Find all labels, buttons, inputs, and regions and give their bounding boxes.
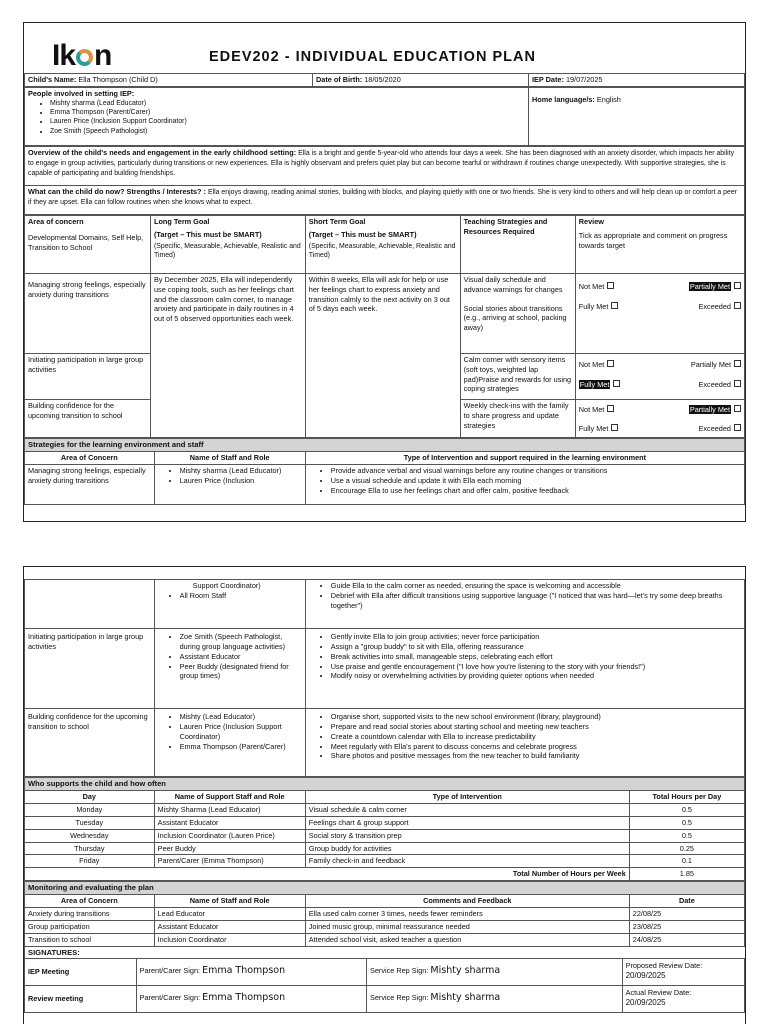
list-item: • Debrief with Ella after difficult transitions using supportive language ("I noticed that was hard—let's try some deep breaths together")	[331, 591, 741, 611]
strengths-text: Ella enjoys drawing, reading animal stories, building with blocks, and playing quietly with one or two friends. She is very kind to others and will help clean up or comfort a peer if they are upset. Ella can follow routines when she knows what to expect.	[28, 188, 737, 207]
text-cell: Friday	[25, 855, 155, 868]
text-cell: 0.5	[629, 816, 744, 829]
total-hours-value: 1.85	[629, 868, 744, 881]
text-cell: Not Met	[578, 404, 605, 414]
checkbox-icon[interactable]	[734, 302, 741, 309]
review-partially-met[interactable]	[691, 360, 741, 370]
list-item: • Organise short, supported visits to the new school environment (library, playground)	[331, 712, 741, 722]
strategy-staff	[154, 629, 305, 709]
rep-sign-cell	[366, 958, 622, 985]
text-cell	[532, 95, 741, 105]
teaching-cell	[460, 273, 575, 353]
child-name-cell	[25, 74, 313, 87]
logo-text-end: n	[94, 39, 112, 72]
review-date-cell	[622, 985, 744, 1012]
text-cell	[579, 422, 741, 436]
list-item: • Use a visual schedule and update it with Ella each morning	[331, 476, 741, 486]
signature-row	[25, 985, 745, 1012]
text-cell: Proposed Review Date:	[625, 961, 703, 971]
short-goal-header: Short Term Goal	[308, 216, 366, 226]
text-cell: Ella used calm corner 3 times, needs fewer reminders	[305, 908, 629, 921]
text-cell: 24/08/25	[629, 933, 744, 946]
text-cell: Service Rep Sign:	[369, 993, 429, 1003]
text-cell: Fully Met	[579, 379, 610, 389]
total-hours-label: Total Number of Hours per Week	[25, 868, 630, 881]
text-cell: Thursday	[25, 842, 155, 855]
review-fully-met[interactable]	[579, 380, 621, 390]
short-goal-target: (Target – This must be SMART)	[308, 229, 417, 239]
checkbox-icon[interactable]	[613, 380, 620, 387]
list-item: • Modify noisy or overwhelming activities by providing quieter options when needed	[331, 671, 741, 681]
ikon-logo	[52, 39, 111, 73]
people-label: People involved in setting IEP:	[28, 88, 135, 98]
strategy-staff	[154, 580, 305, 629]
strategy-type	[305, 580, 744, 629]
home-language-value: English	[596, 94, 621, 104]
text-cell: Tuesday	[25, 816, 155, 829]
signature-row-label: Review meeting	[25, 985, 137, 1012]
text-cell: Feelings chart & group support	[305, 816, 629, 829]
goals-header-area	[25, 215, 151, 273]
supports-header-hours: Total Hours per Day	[629, 791, 744, 804]
text-cell: Exceeded	[698, 423, 731, 433]
support-row	[25, 842, 745, 855]
dob-label: Date of Birth:	[316, 75, 363, 84]
checkbox-icon[interactable]	[734, 360, 741, 367]
list-item: • Emma Thompson (Parent/Carer)	[180, 742, 302, 752]
text-cell: Exceeded	[698, 301, 731, 311]
strategies-header-area: Area of Concern	[25, 452, 155, 465]
supports-header-day: Day	[25, 791, 155, 804]
parent-signature: Emma Thompson	[202, 992, 286, 1004]
iep-date-value: 19/07/2025	[565, 75, 603, 84]
strategies-header-staff: Name of Staff and Role	[154, 452, 305, 465]
text-cell: 0.25	[629, 842, 744, 855]
checkbox-icon[interactable]	[734, 282, 741, 289]
text-cell	[579, 300, 741, 314]
strengths-label: What can the child do now? Strengths / Interests? :	[28, 186, 206, 196]
area-header: Area of concern	[28, 216, 84, 226]
page-1	[23, 22, 746, 522]
supports-section-title: Who supports the child and how often	[25, 778, 745, 791]
dob-value: 18/05/2020	[364, 75, 401, 84]
checkbox-icon[interactable]	[611, 424, 618, 431]
monitoring-row	[25, 908, 745, 921]
review-not-met[interactable]	[579, 360, 615, 370]
review-partially-met[interactable]	[689, 282, 741, 292]
home-language-cell	[529, 87, 745, 145]
list-item: • Peer Buddy (designated friend for group times)	[180, 662, 302, 682]
text-cell: Partially Met	[689, 281, 730, 291]
list-item: • Zoe Smith (Speech Pathologist, during group language activities)	[180, 632, 302, 652]
monitoring-row	[25, 921, 745, 934]
text-cell: Social story & transition prep	[305, 829, 629, 842]
signature-row-label: IEP Meeting	[25, 958, 137, 985]
checkbox-icon[interactable]	[734, 405, 741, 412]
strategy-type	[305, 464, 744, 504]
text-cell: Partially Met	[689, 404, 730, 414]
goals-header-teaching	[460, 215, 575, 273]
checkbox-icon[interactable]	[607, 360, 614, 367]
text-cell: Inclusion Coordinator	[154, 933, 305, 946]
text-cell: Inclusion Coordinator (Lauren Price)	[154, 829, 305, 842]
support-total-row	[25, 868, 745, 881]
child-info-table	[24, 73, 745, 87]
text-cell: Transition to school	[25, 933, 155, 946]
goals-header-short	[305, 215, 460, 273]
support-row	[25, 804, 745, 817]
list-item: • Share photos and positive messages from the new teacher to build familiarity	[331, 751, 741, 761]
teaching-cell: Calm corner with sensory items (soft toys, weighted lap pad)Praise and rewards for using coping strategies	[460, 353, 575, 399]
review-date-value: 20/09/2025	[625, 971, 666, 981]
strategy-type	[305, 629, 744, 709]
review-not-met[interactable]	[579, 282, 615, 292]
review-fully-met[interactable]	[579, 302, 619, 312]
monitoring-header-area: Area of Concern	[25, 895, 155, 908]
iep-date-cell	[529, 74, 745, 87]
text-cell: Wednesday	[25, 829, 155, 842]
list-item: • Gently invite Ella to join group activities; never force participation	[331, 632, 741, 642]
review-cell	[575, 353, 744, 399]
list-item: • Assign a "group buddy" to sit with Ella, offering reassurance	[331, 642, 741, 652]
teaching-text: Visual daily schedule and advance warnings for changes	[463, 274, 563, 294]
signatures-label: SIGNATURES:	[24, 947, 745, 958]
text-cell: Lead Educator	[154, 908, 305, 921]
people-cell	[25, 87, 529, 145]
short-goal-smart: (Specific, Measurable, Achievable, Realistic and Timed)	[308, 242, 456, 259]
text-cell: Group participation	[25, 921, 155, 934]
text-cell: 22/08/25	[629, 908, 744, 921]
review-date-value: 20/09/2025	[625, 998, 666, 1008]
monitoring-section-title: Monitoring and evaluating the plan	[25, 882, 745, 895]
list-item: • Use praise and gentle encouragement ("I love how you're listening to the story with your friends!")	[331, 662, 741, 672]
strategy-type	[305, 709, 744, 777]
list-item: • Create a countdown calendar with Ella to increase predictability	[331, 732, 741, 742]
list-item: • Mishty sharma (Lead Educator)	[180, 466, 302, 476]
people-item: • Mishty sharma (Lead Educator)	[50, 99, 525, 108]
strategies-section-title: Strategies for the learning environment and staff	[25, 438, 745, 451]
goals-header-review	[575, 215, 744, 273]
strategy-staff	[154, 709, 305, 777]
text-cell: Anxiety during transitions	[25, 908, 155, 921]
monitoring-table	[24, 881, 745, 947]
list-item: • All Room Staff	[180, 591, 302, 601]
checkbox-icon[interactable]	[607, 405, 614, 412]
overview-label: Overview of the child's needs and engagement in the early childhood setting	[28, 147, 294, 157]
teaching-cell: Weekly check-ins with the family to share progress and update strategies	[460, 399, 575, 437]
text-cell: Peer Buddy	[154, 842, 305, 855]
people-item: • Lauren Price (Inclusion Support Coordinator)	[50, 117, 525, 126]
strategies-table-p2	[24, 579, 745, 777]
signature-row	[25, 958, 745, 985]
text-cell: Attended school visit, asked teacher a question	[305, 933, 629, 946]
text-cell	[579, 358, 741, 372]
text-cell: Joined music group, minimal reassurance needed	[305, 921, 629, 934]
text-cell: Support Coordinator)	[192, 581, 261, 590]
text-cell: 23/08/25	[629, 921, 744, 934]
text-cell: Assistant Educator	[154, 816, 305, 829]
checkbox-icon[interactable]	[611, 302, 618, 309]
strategy-area: Initiating participation in large group activities	[25, 629, 155, 709]
home-language-label: Home language/s:	[532, 94, 595, 104]
text-cell: Exceeded	[698, 379, 731, 389]
parent-sign-cell	[136, 985, 366, 1012]
review-exceeded[interactable]	[699, 424, 741, 434]
parent-signature: Emma Thompson	[202, 965, 286, 977]
signatures-table	[24, 958, 745, 1013]
overview-table	[24, 146, 745, 215]
document-header	[24, 23, 745, 73]
text-cell: 0.5	[629, 829, 744, 842]
text-cell: Parent/Carer Sign:	[139, 966, 201, 976]
child-name-value: Ella Thompson (Child D)	[78, 75, 158, 84]
people-item: • Zoe Smith (Speech Pathologist)	[50, 127, 525, 136]
list-item: • Assistant Educator	[180, 652, 302, 662]
list-item: • Lauren Price (Inclusion	[180, 476, 302, 486]
text-cell: Partially Met	[690, 359, 731, 369]
review-not-met[interactable]	[579, 405, 615, 415]
strategy-staff	[154, 464, 305, 504]
people-item: • Emma Thompson (Parent/Carer)	[50, 108, 525, 117]
text-cell: Monday	[25, 804, 155, 817]
text-cell: Family check-in and feedback	[305, 855, 629, 868]
rep-sign-cell	[366, 985, 622, 1012]
long-goal-header: Long Term Goal	[154, 216, 210, 226]
list-item: • Mishty (Lead Educator)	[180, 712, 302, 722]
list-item: • Prepare and read social stories about starting school and meeting new teachers	[331, 722, 741, 732]
teaching-text: Social stories about transitions (e.g., arriving at school, packing away)	[463, 303, 567, 333]
list-item: • Provide advance verbal and visual warnings before any routine changes or transitions	[331, 466, 741, 476]
supports-table	[24, 777, 745, 881]
parent-sign-cell	[136, 958, 366, 985]
list-item: • Guide Ella to the calm corner as needed, ensuring the space is welcoming and accessible	[331, 581, 741, 591]
iep-date-label: IEP Date:	[532, 75, 564, 84]
text-cell: Parent/Carer Sign:	[139, 993, 201, 1003]
checkbox-icon[interactable]	[607, 282, 614, 289]
monitoring-row	[25, 933, 745, 946]
dob-cell	[313, 74, 529, 87]
long-goal-cell: By December 2025, Ella will independently use coping tools, such as her feelings chart and the classroom calm corner, to manage anxiety and participate in daily routines in 4 out of 5 observed opportunities each week.	[151, 273, 306, 437]
goals-header-long	[151, 215, 306, 273]
review-cell	[575, 399, 744, 437]
logo-o-icon	[76, 49, 93, 66]
text-cell	[579, 403, 741, 417]
list-item: • Meet regularly with Ella's parent to discuss concerns and celebrate progress	[331, 742, 741, 752]
support-row	[25, 829, 745, 842]
goals-table	[24, 215, 745, 438]
text-cell: Fully Met	[578, 423, 609, 433]
review-fully-met[interactable]	[579, 424, 619, 434]
teaching-header: Teaching Strategies and Resources Required	[463, 216, 548, 236]
text-cell: Fully Met	[578, 301, 609, 311]
strengths-cell	[25, 185, 745, 214]
long-goal-smart: (Specific, Measurable, Achievable, Realistic and Timed)	[154, 242, 301, 259]
text-cell: :	[293, 147, 297, 157]
strategies-header-type: Type of Intervention and support required in the learning environment	[305, 452, 744, 465]
text-cell: 0.5	[629, 804, 744, 817]
strategy-area: Managing strong feelings, especially anxiety during transitions	[25, 464, 155, 504]
goal-row-area: Initiating participation in large group activities	[25, 353, 151, 399]
review-header: Review	[578, 216, 604, 226]
text-cell: Visual schedule & calm corner	[305, 804, 629, 817]
review-date-cell	[622, 958, 744, 985]
strategy-area: Building confidence for the upcoming transition to school	[25, 709, 155, 777]
overview-cell	[25, 146, 745, 185]
page-2	[23, 566, 746, 1024]
checkbox-icon[interactable]	[734, 424, 741, 431]
text-cell	[579, 378, 741, 392]
supports-header-staff: Name of Support Staff and Role	[154, 791, 305, 804]
supports-header-type: Type of Intervention	[305, 791, 629, 804]
text-cell: 0.1	[629, 855, 744, 868]
strategies-table-p1	[24, 438, 745, 505]
list-item: • Break activities into small, manageable steps, celebrating each effort	[331, 652, 741, 662]
review-cell	[575, 273, 744, 353]
text-cell: Mishty Sharma (Lead Educator)	[154, 804, 305, 817]
goal-row-area: Managing strong feelings, especially anxiety during transitions	[25, 273, 151, 353]
overview-text: Ella is a bright and gentle 5-year-old who attends four days a week. She has been diagnosed with an anxiety disorder, which impacts her ability to engage in group activities, particularly during transitions or new experiences. Ella is highly observant and prefers quiet play but can become tearful or withdrawn if routines change unexpectedly. With supportive strategies, she is capable of participating and building friendships.	[28, 149, 735, 178]
text-cell: Parent/Carer (Emma Thompson)	[154, 855, 305, 868]
checkbox-icon[interactable]	[734, 380, 741, 387]
monitoring-header-date: Date	[629, 895, 744, 908]
monitoring-header-comments: Comments and Feedback	[305, 895, 629, 908]
text-cell	[579, 280, 741, 294]
area-subtext: Developmental Domains, Self Help, Transition to School	[28, 232, 144, 252]
monitoring-header-staff: Name of Staff and Role	[154, 895, 305, 908]
rep-signature: Mishty sharma	[430, 965, 501, 977]
child-name-label: Child's Name:	[28, 75, 77, 84]
goal-row-area: Building confidence for the upcoming transition to school	[25, 399, 151, 437]
people-list	[28, 99, 525, 136]
list-item: • Lauren Price (Inclusion Support Coordinator)	[180, 722, 302, 742]
support-row	[25, 816, 745, 829]
text-cell: Service Rep Sign:	[369, 966, 429, 976]
review-exceeded[interactable]	[699, 302, 741, 312]
rep-signature: Mishty sharma	[430, 992, 501, 1004]
document-title: EDEV202 - INDIVIDUAL EDUCATION PLAN	[209, 49, 536, 65]
list-item: • Encourage Ella to use her feelings chart and offer calm, positive feedback	[331, 486, 741, 496]
short-goal-cell: Within 8 weeks, Ella will ask for help or use her feelings chart to express anxiety and transition calmly to the next activity on 3 out of 5 days each week.	[305, 273, 460, 437]
text-cell: Group buddy for activities	[305, 842, 629, 855]
text-cell: Actual Review Date:	[625, 988, 692, 998]
support-row	[25, 855, 745, 868]
strategy-area	[25, 580, 155, 629]
people-table	[24, 87, 745, 146]
logo-text-start: Ik	[52, 39, 76, 72]
text-cell: Not Met	[578, 281, 605, 291]
text-cell: Assistant Educator	[154, 921, 305, 934]
long-goal-target: (Target – This must be SMART)	[154, 229, 262, 239]
text-cell: Not Met	[578, 359, 605, 369]
review-subtext: Tick as appropriate and comment on progress towards target	[578, 230, 728, 250]
review-partially-met[interactable]	[689, 405, 741, 415]
review-exceeded[interactable]	[699, 380, 741, 390]
